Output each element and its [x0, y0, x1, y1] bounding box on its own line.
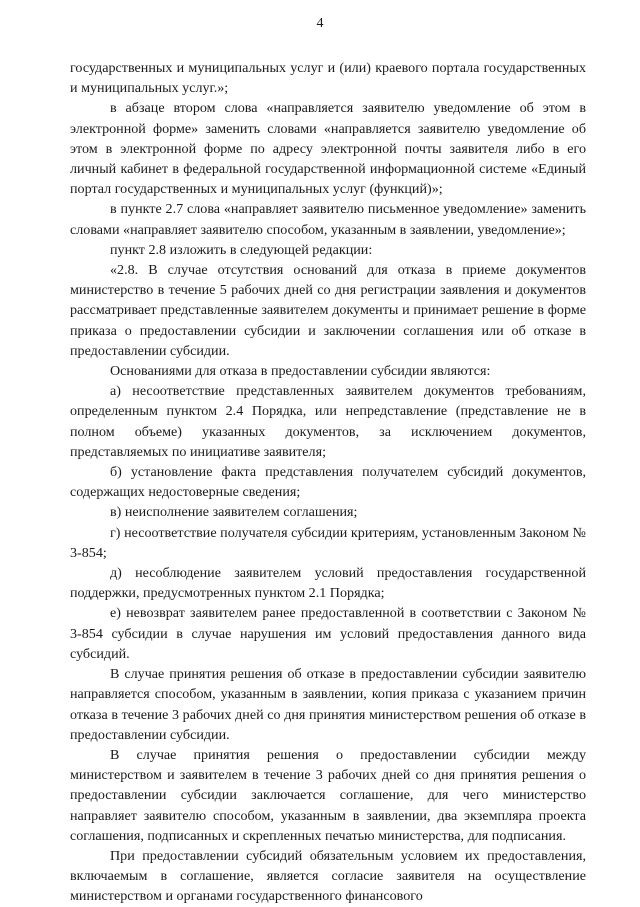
- list-item-e: е) невозврат заявителем ранее предоставленной в соответствии с Законом № 3-854 субсидии в случае нарушения им условий предоставления данного вида субсидий.: [70, 605, 586, 662]
- paragraph-refusal-notice: В случае принятия решения об отказе в предоставлении субсидии заявителю направляется способом, указанным в заявлении, копия приказа с указанием причин отказа в течение 3 рабочих дней со дня принятия министерством решения об отказе в предоставлении субсидии.: [70, 666, 586, 743]
- paragraph-amendment-2-7: в пункте 2.7 слова «направляет заявителю письменное уведомление» заменить словами «направляет заявителю способом, указанным в заявлении, уведомление»;: [70, 201, 586, 238]
- list-item-v: в) неисполнение заявителем соглашения;: [110, 504, 358, 521]
- paragraph-clause-2-8: «2.8. В случае отсутствия оснований для отказа в приеме документов министерство в течение 5 рабочих дней со дня регистрации заявления и документов рассматривает представленные заявителем документы и принимает решение в форме приказа о предоставлении субсидии и заключении соглашения или об отказе в предоставлении субсидии.: [70, 262, 586, 359]
- paragraph-refusal-grounds-intro: Основаниями для отказа в предоставлении субсидии являются:: [110, 363, 491, 380]
- paragraph-amendment-2-8-intro: пункт 2.8 изложить в следующей редакции:: [110, 241, 373, 258]
- paragraph-amendment-abzac-2: в абзаце втором слова «направляется заявителю уведомление об этом в электронной форме» заменить словами «направляется заявителю уведомление об этом в электронной форме по адресу электронной почты заявителя либо в его личный кабинет в федеральной государственной информационной системе «Единый портал государственных и муниципальных услуг (функций)»;: [70, 100, 586, 198]
- list-item-b: б) установление факта представления получателем субсидий документов, содержащих недостоверные сведения;: [70, 464, 586, 501]
- paragraph-continuation: государственных и муниципальных услуг и (или) краевого портала государственных и муниципальных услуг.»;: [70, 60, 586, 97]
- document-body: [70, 58, 586, 907]
- list-item-a: а) несоответствие представленных заявителем документов требованиям, определенным пунктом 2.4 Порядка, или непредставление (представление не в полном объеме) указанных документов, за исключением документов, представляемых по инициативе заявителя;: [70, 383, 586, 460]
- paragraph-mandatory-condition: При предоставлении субсидий обязательным условием их предоставления, включаемым в соглашение, является согласие заявителя на осуществление министерством и органами государственного финансового: [70, 847, 586, 905]
- list-item-d: д) несоблюдение заявителем условий предоставления государственной поддержки, предусмотренных пунктом 2.1 Порядка;: [70, 565, 586, 602]
- paragraph-agreement-procedure: В случае принятия решения о предоставлении субсидии между министерством и заявителем в течение 3 рабочих дней со дня принятия решения о предоставлении субсидии заключается соглашение, для чего министерство направляет заявителю способом, указанным в заявлении, два экземпляра проекта соглашения, подписанных и скрепленных печатью министерства, для подписания.: [70, 746, 586, 844]
- page-number: 4: [316, 16, 324, 31]
- list-item-g: г) несоответствие получателя субсидии критериям, установленным Законом № 3-854;: [70, 524, 586, 561]
